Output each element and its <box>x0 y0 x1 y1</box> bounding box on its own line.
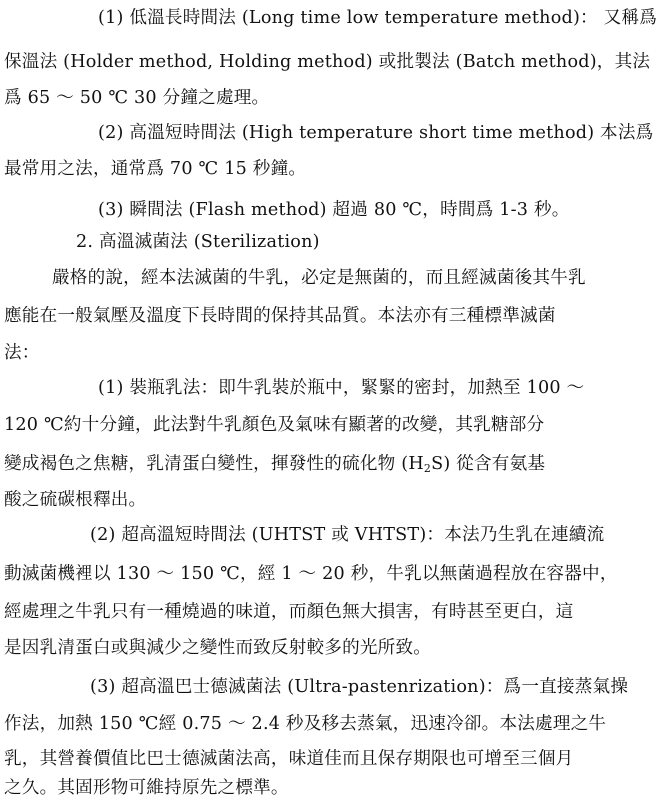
text-line: 經處理之牛乳只有一種燒過的味道，而顏色無大損害，有時甚至更白，這 <box>4 602 574 622</box>
subscript: 2 <box>423 462 432 475</box>
text-line: (3) 超高溫巴士德滅菌法 (Ultra-pastenrization)：爲一直接蒸氣操 <box>90 677 629 697</box>
section-heading: 2. 高溫滅菌法 (Sterilization) <box>76 232 320 252</box>
text-line: 動滅菌機裡以 130 ～ 150 ℃，經 1 ～ 20 秒，牛乳以無菌過程放在容器中， <box>4 564 618 584</box>
text-line: (1) 裝瓶乳法：即牛乳裝於瓶中，緊緊的密封，加熱至 100 ～ <box>98 378 585 398</box>
text-line: (2) 超高溫短時間法 (UHTST 或 VHTST)：本法乃生乳在連續流 <box>90 525 605 545</box>
text-line: 爲 65 ～ 50 ℃ 30 分鐘之處理。 <box>4 88 270 108</box>
text-line: (2) 高溫短時間法 (High temperature short time method) 本法爲 <box>98 123 654 143</box>
text-fragment: 變成褐色之焦糖，乳清蛋白變性，揮發性的硫化物 (H <box>4 454 424 474</box>
text-line: 嚴格的說，經本法滅菌的牛乳，必定是無菌的，而且經滅菌後其牛乳 <box>52 268 586 288</box>
text-line: 是因乳清蛋白或與減少之變性而致反射較多的光所致。 <box>4 638 432 658</box>
text-line <box>4 452 545 481</box>
text-line: (3) 瞬間法 (Flash method) 超過 80 ℃，時間爲 1-3 秒。 <box>98 200 570 220</box>
text-line: 法： <box>4 343 40 363</box>
text-line: 應能在一般氣壓及溫度下長時間的保持其品質。本法亦有三種標準滅菌 <box>4 306 556 326</box>
text-line: 酸之硫碳根釋出。 <box>4 490 147 510</box>
text-line: 最常用之法，通常爲 70 ℃ 15 秒鐘。 <box>4 159 307 179</box>
text-line: 之久。其固形物可維持原先之標準。 <box>4 778 289 798</box>
text-line: (1) 低溫長時間法 (Long time low temperature method)： 又稱爲 <box>98 8 657 28</box>
text-fragment: S) 從含有氨基 <box>431 454 546 474</box>
text-line: 保溫法 (Holder method, Holding method) 或批製法 (Batch method)，其法 <box>4 52 651 72</box>
text-line: 作法，加熱 150 ℃經 0.75 ～ 2.4 秒及移去蒸氣，迅速冷卻。本法處理之牛 <box>4 714 607 734</box>
text-line: 120 ℃約十分鐘，此法對牛乳顏色及氣味有顯著的改變，其乳糖部分 <box>4 415 545 435</box>
text-line: 乳，其營養價值比巴士德滅菌法高，味道佳而且保存期限也可增至三個月 <box>4 749 574 769</box>
